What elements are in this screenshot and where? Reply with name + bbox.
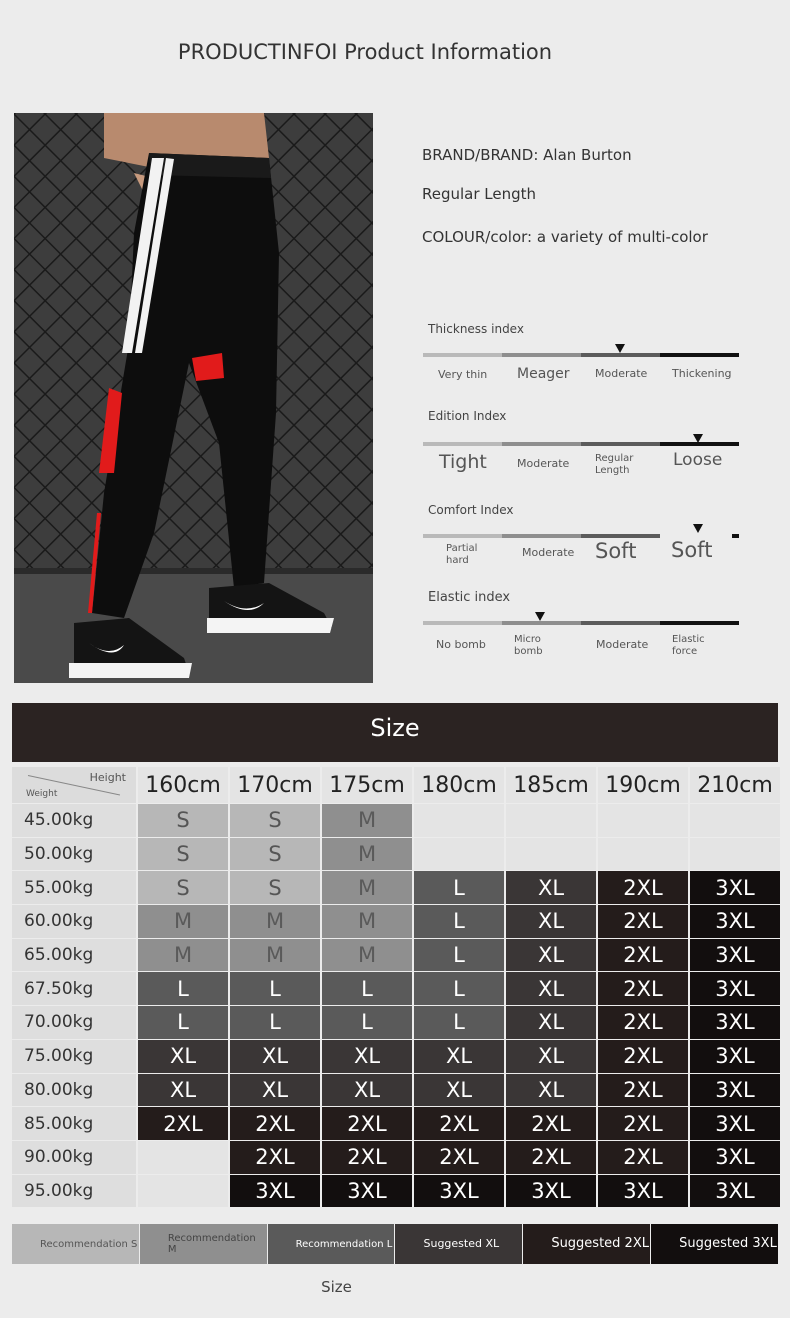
- size-cell: XL: [322, 1074, 412, 1107]
- height-header: 170cm: [230, 767, 320, 803]
- size-cell: [598, 804, 688, 837]
- size-cell: 2XL: [598, 871, 688, 904]
- edition-marker-icon: [693, 434, 703, 443]
- size-cell: M: [230, 905, 320, 938]
- size-cell: 2XL: [230, 1107, 320, 1140]
- size-cell: S: [138, 871, 228, 904]
- size-row: [12, 1040, 780, 1073]
- size-cell: [138, 1175, 228, 1208]
- thickness-index-title: Thickness index: [428, 322, 524, 336]
- size-cell: XL: [230, 1040, 320, 1073]
- size-cell: 3XL: [598, 1175, 688, 1208]
- elastic-index-bar: [423, 621, 739, 625]
- edition-index-bar: [423, 442, 739, 446]
- edition-label-2: Moderate: [517, 457, 570, 470]
- size-chart-header-row: [12, 767, 780, 803]
- size-cell: 2XL: [414, 1141, 504, 1174]
- size-row: [12, 905, 780, 938]
- size-cell: 2XL: [322, 1107, 412, 1140]
- size-cell: 3XL: [690, 939, 780, 972]
- size-cell: 3XL: [322, 1175, 412, 1208]
- thickness-label-2: Meager: [517, 366, 570, 382]
- size-cell: [414, 838, 504, 871]
- weight-cell: 80.00kg: [12, 1074, 136, 1107]
- height-header: 190cm: [598, 767, 688, 803]
- size-cell: XL: [138, 1040, 228, 1073]
- size-cell: [414, 804, 504, 837]
- size-cell: 2XL: [138, 1107, 228, 1140]
- elastic-label-2: Micro bomb: [514, 634, 543, 657]
- corner-height-label: Height: [89, 771, 126, 784]
- size-cell: 2XL: [598, 1040, 688, 1073]
- size-cell: M: [322, 804, 412, 837]
- comfort-label-4: Soft: [671, 538, 713, 562]
- size-cell: XL: [506, 939, 596, 972]
- size-chart-body: [12, 804, 780, 1207]
- size-row: [12, 838, 780, 871]
- size-row: [12, 1107, 780, 1140]
- size-row: [12, 1074, 780, 1107]
- size-cell: S: [230, 838, 320, 871]
- size-cell: [506, 838, 596, 871]
- size-cell: [690, 838, 780, 871]
- comfort-bar-end: [732, 534, 739, 538]
- size-row: [12, 1175, 780, 1208]
- thickness-label-4: Thickening: [672, 367, 732, 380]
- legend-recommendation-l: Recommendation L: [268, 1224, 395, 1264]
- size-cell: [506, 804, 596, 837]
- weight-cell: 55.00kg: [12, 871, 136, 904]
- thickness-label-1: Very thin: [438, 368, 488, 381]
- size-cell: 2XL: [506, 1141, 596, 1174]
- height-header: 180cm: [414, 767, 504, 803]
- size-cell: 2XL: [598, 1107, 688, 1140]
- brand-info: BRAND/BRAND: Alan Burton: [422, 146, 632, 164]
- size-cell: 3XL: [690, 1175, 780, 1208]
- size-cell: 2XL: [598, 972, 688, 1005]
- size-cell: [690, 804, 780, 837]
- size-cell: M: [322, 939, 412, 972]
- size-cell: M: [322, 838, 412, 871]
- size-cell: XL: [506, 1006, 596, 1039]
- jogger-pants-illustration: [14, 113, 373, 683]
- height-header: 210cm: [690, 767, 780, 803]
- legend-suggested-2xl: Suggested 2XL: [523, 1224, 650, 1264]
- size-cell: 2XL: [322, 1141, 412, 1174]
- size-cell: 2XL: [598, 1006, 688, 1039]
- thickness-label-3: Moderate: [595, 367, 648, 380]
- size-cell: L: [138, 972, 228, 1005]
- size-row: [12, 1141, 780, 1174]
- size-cell: 2XL: [598, 1141, 688, 1174]
- elastic-label-1: No bomb: [436, 638, 486, 651]
- edition-label-4: Loose: [673, 450, 723, 470]
- size-cell: 3XL: [230, 1175, 320, 1208]
- height-header: 160cm: [138, 767, 228, 803]
- size-row: [12, 1006, 780, 1039]
- size-cell: 3XL: [690, 1006, 780, 1039]
- weight-cell: 75.00kg: [12, 1040, 136, 1073]
- size-cell: 3XL: [690, 1074, 780, 1107]
- elastic-label-4: Elastic force: [672, 634, 705, 657]
- size-cell: L: [414, 871, 504, 904]
- weight-cell: 70.00kg: [12, 1006, 136, 1039]
- size-cell: S: [230, 871, 320, 904]
- weight-cell: 90.00kg: [12, 1141, 136, 1174]
- product-photo: [14, 113, 373, 683]
- size-cell: [598, 838, 688, 871]
- size-cell: XL: [414, 1040, 504, 1073]
- height-header: 175cm: [322, 767, 412, 803]
- size-chart-table: [10, 766, 782, 1208]
- size-cell: 2XL: [506, 1107, 596, 1140]
- comfort-marker-icon: [693, 524, 703, 533]
- size-cell: M: [138, 905, 228, 938]
- size-cell: L: [322, 972, 412, 1005]
- size-cell: 3XL: [690, 871, 780, 904]
- weight-cell: 67.50kg: [12, 972, 136, 1005]
- size-row: [12, 871, 780, 904]
- comfort-label-2: Moderate: [522, 546, 575, 559]
- size-cell: L: [322, 1006, 412, 1039]
- size-cell: 2XL: [598, 905, 688, 938]
- weight-cell: 60.00kg: [12, 905, 136, 938]
- elastic-label-3: Moderate: [596, 638, 649, 651]
- size-cell: M: [138, 939, 228, 972]
- size-cell: L: [230, 1006, 320, 1039]
- size-cell: XL: [230, 1074, 320, 1107]
- edition-label-1: Tight: [439, 451, 487, 473]
- elastic-index-title: Elastic index: [428, 590, 511, 605]
- page-title: PRODUCTINFOI Product Information: [177, 40, 553, 64]
- comfort-index-title: Comfort Index: [428, 503, 514, 517]
- size-cell: L: [414, 1006, 504, 1039]
- size-cell: M: [322, 871, 412, 904]
- size-cell: M: [322, 905, 412, 938]
- thickness-marker-icon: [615, 344, 625, 353]
- legend-suggested-3xl: Suggested 3XL: [651, 1224, 778, 1264]
- size-cell: 3XL: [414, 1175, 504, 1208]
- size-cell: XL: [506, 871, 596, 904]
- comfort-label-1: Partial hard: [446, 543, 478, 566]
- size-cell: XL: [506, 1074, 596, 1107]
- size-cell: 3XL: [690, 1141, 780, 1174]
- weight-cell: 95.00kg: [12, 1175, 136, 1208]
- size-cell: 3XL: [690, 905, 780, 938]
- weight-cell: 45.00kg: [12, 804, 136, 837]
- size-legend: [12, 1224, 778, 1264]
- legend-suggested-xl: Suggested XL: [395, 1224, 522, 1264]
- colour-info: COLOUR/color: a variety of multi-color: [422, 228, 708, 246]
- weight-cell: 50.00kg: [12, 838, 136, 871]
- size-cell: 2XL: [414, 1107, 504, 1140]
- size-cell: 3XL: [506, 1175, 596, 1208]
- size-cell: XL: [414, 1074, 504, 1107]
- size-row: [12, 972, 780, 1005]
- size-cell: XL: [506, 972, 596, 1005]
- size-chart-corner: [12, 767, 136, 803]
- size-cell: S: [230, 804, 320, 837]
- corner-weight-label: Weight: [26, 789, 58, 799]
- elastic-marker-icon: [535, 612, 545, 621]
- legend-recommendation-m: Recommendation M: [140, 1224, 267, 1264]
- size-cell: 2XL: [598, 939, 688, 972]
- size-cell: XL: [138, 1074, 228, 1107]
- weight-cell: 65.00kg: [12, 939, 136, 972]
- size-row: [12, 804, 780, 837]
- size-cell: L: [414, 905, 504, 938]
- size-cell: 3XL: [690, 1040, 780, 1073]
- size-cell: L: [414, 939, 504, 972]
- legend-recommendation-s: Recommendation S: [12, 1224, 139, 1264]
- edition-label-3: Regular Length: [595, 453, 634, 476]
- footer-size-label: Size: [321, 1278, 352, 1296]
- size-cell: L: [230, 972, 320, 1005]
- thickness-index-bar: [423, 353, 739, 357]
- size-row: [12, 939, 780, 972]
- size-cell: 3XL: [690, 1107, 780, 1140]
- size-cell: 2XL: [230, 1141, 320, 1174]
- size-cell: S: [138, 838, 228, 871]
- size-cell: [138, 1141, 228, 1174]
- comfort-label-3: Soft: [595, 539, 637, 563]
- edition-index-title: Edition Index: [428, 409, 507, 423]
- height-header: 185cm: [506, 767, 596, 803]
- size-cell: L: [138, 1006, 228, 1039]
- size-cell: XL: [506, 905, 596, 938]
- size-cell: M: [230, 939, 320, 972]
- size-cell: 2XL: [598, 1074, 688, 1107]
- size-cell: XL: [506, 1040, 596, 1073]
- length-info: Regular Length: [422, 185, 537, 203]
- size-cell: XL: [322, 1040, 412, 1073]
- size-chart-header: Size: [12, 703, 778, 762]
- size-cell: 3XL: [690, 972, 780, 1005]
- size-cell: S: [138, 804, 228, 837]
- weight-cell: 85.00kg: [12, 1107, 136, 1140]
- size-cell: L: [414, 972, 504, 1005]
